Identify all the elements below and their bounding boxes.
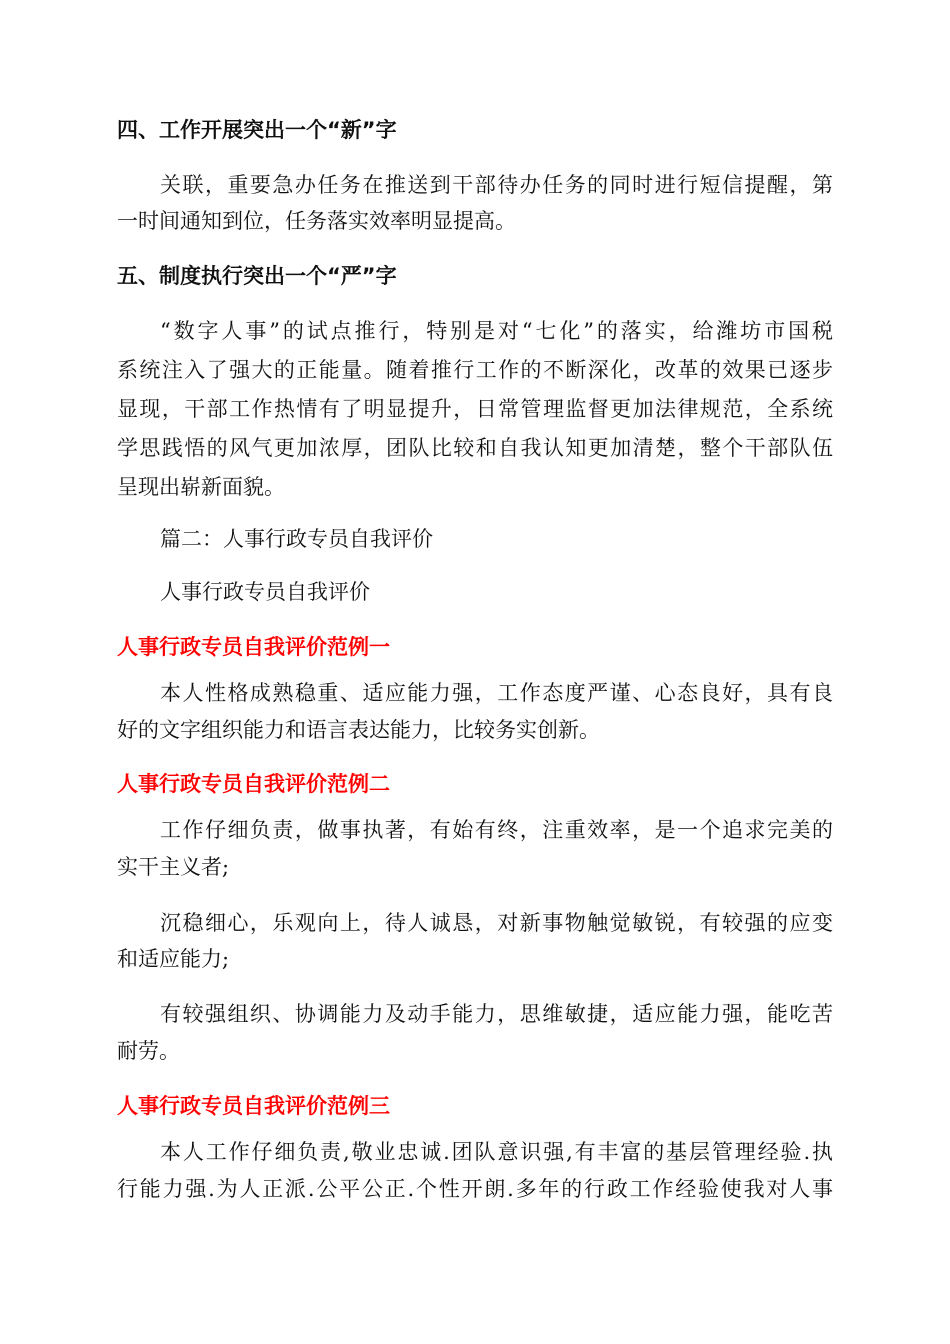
example-two-title: 人事行政专员自我评价范例二 bbox=[117, 772, 390, 796]
paragraph-line: 学思践悟的风气更加浓厚，团队比较和自我认知更加清楚，整个干部队伍 bbox=[117, 436, 833, 460]
paragraph-line: 和适应能力; bbox=[117, 947, 230, 971]
part-two-line: 篇二：人事行政专员自我评价 bbox=[160, 527, 433, 551]
paragraph-line: 显现，干部工作热情有了明显提升，日常管理监督更加法律规范，全系统 bbox=[117, 397, 833, 421]
part-two-title: 人事行政专员自我评价 bbox=[160, 580, 370, 604]
paragraph-line: 实干主义者; bbox=[117, 855, 230, 879]
example-one-title: 人事行政专员自我评价范例一 bbox=[117, 635, 390, 659]
paragraph-line: 本人性格成熟稳重、适应能力强，工作态度严谨、心态良好，具有良 bbox=[160, 681, 833, 705]
paragraph-line: 有较强组织、协调能力及动手能力，思维敏捷，适应能力强，能吃苦 bbox=[160, 1002, 833, 1026]
paragraph-line: 行能力强.为人正派.公平公正.个性开朗.多年的行政工作经验使我对人事 bbox=[117, 1177, 833, 1201]
section-five-title: 五、制度执行突出一个“严”字 bbox=[117, 264, 397, 288]
paragraph-line: 好的文字组织能力和语言表达能力，比较务实创新。 bbox=[117, 718, 600, 742]
paragraph-line: 关联，重要急办任务在推送到干部待办任务的同时进行短信提醒，第 bbox=[160, 173, 833, 197]
paragraph-line: “数字人事”的试点推行，特别是对“七化”的落实，给潍坊市国税 bbox=[160, 319, 833, 343]
section-four-title: 四、工作开展突出一个“新”字 bbox=[117, 118, 397, 142]
paragraph-line: 本人工作仔细负责,敬业忠诚.团队意识强,有丰富的基层管理经验.执 bbox=[160, 1140, 833, 1164]
paragraph-line: 工作仔细负责，做事执著，有始有终，注重效率，是一个追求完美的 bbox=[160, 818, 833, 842]
paragraph-line: 耐劳。 bbox=[117, 1039, 180, 1063]
example-three-title: 人事行政专员自我评价范例三 bbox=[117, 1094, 390, 1118]
paragraph-line: 沉稳细心，乐观向上，待人诚恳，对新事物触觉敏锐，有较强的应变 bbox=[160, 911, 833, 935]
paragraph-line: 一时间通知到位，任务落实效率明显提高。 bbox=[117, 209, 516, 233]
paragraph-line: 呈现出崭新面貌。 bbox=[117, 475, 285, 499]
paragraph-line: 系统注入了强大的正能量。随着推行工作的不断深化，改革的效果已逐步 bbox=[117, 358, 833, 382]
